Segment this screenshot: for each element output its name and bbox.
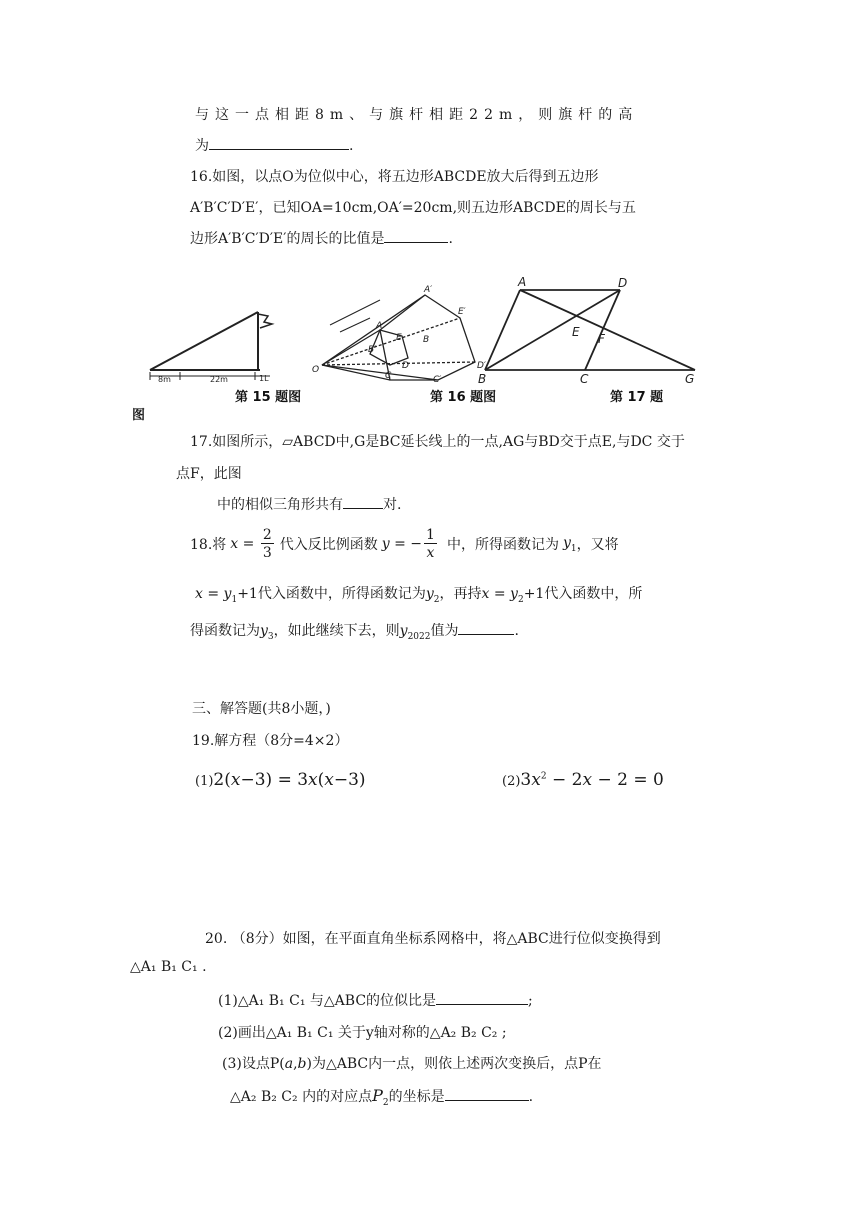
q18-line2-b: ，再持 [439, 586, 482, 602]
q20-p4-answer-blank[interactable] [445, 1086, 529, 1101]
q20-part1 [218, 990, 533, 1010]
q20-p4-suffix: . [528, 1089, 534, 1105]
q16-suffix: . [448, 231, 453, 247]
q18-mid2: 中，所得函数记为 [446, 537, 559, 553]
q20-p1-answer-blank[interactable] [436, 990, 528, 1005]
q17-line1: 17.如图所示，▱ABCD中,G是BC延长线上的一点,AG与BD交于点E,与DC 交于 [190, 434, 685, 450]
q15-answer-blank[interactable] [209, 135, 349, 150]
fig15-caption: 第 15 题图 [235, 390, 302, 405]
q20-p4-mid: 的坐标是 [388, 1089, 445, 1105]
q20-p1-prefix: (1)△A₁ B₁ C₁ 与△ABC的位似比是 [218, 993, 437, 1009]
q18-line3-c: 值为 [430, 623, 459, 639]
q18-line2-a: +1代入函数中，所得函数记为 [237, 586, 426, 602]
q18-fraction-1-x: $\frac{1}{x}$ [426, 527, 435, 561]
figure-17 [485, 290, 695, 370]
fig17-label-D: D [618, 276, 628, 290]
fig16-label-B: B [423, 335, 430, 345]
q18-end1: ，又将 [576, 537, 619, 553]
q16-prefix: 边形A′B′C′D′E′的周长的比值是 [190, 231, 385, 247]
q15-prefix: 为 [195, 138, 209, 154]
fig16-label-D: D [402, 361, 409, 371]
q19-title: 19.解方程（8分=4×2） [192, 733, 349, 749]
fig17-label-C: C [580, 372, 589, 386]
q16-line2: A′B′C′D′E′，已知OA=10cm,OA′=20cm,则五边形ABCDE的周长与五 [190, 200, 636, 216]
fig16-label-A: A [376, 321, 383, 331]
q20-part3: (3)设点P(a,b)为△ABC内一点，则依上述两次变换后，点P在 [222, 1056, 602, 1072]
q17-line3 [217, 494, 401, 514]
q19-part2: $(2)3x^2 - 2x - 2 = 0$ [502, 770, 664, 790]
q18-line2-c: +1代入函数中，所 [523, 586, 643, 602]
fig17-label-G: G [685, 372, 695, 386]
fig15-label-h: 1L [259, 374, 269, 383]
fig17-label-F: F [598, 332, 605, 346]
q20-line1: 20. （8分）如图，在平面直角坐标系网格中，将△ABC进行位似变换得到 [205, 931, 661, 947]
q16-line3 [190, 228, 453, 248]
fig16-label-E1: E′ [458, 307, 466, 317]
fig16-label-C: C [385, 371, 392, 381]
fig15-label-8m: 8m [158, 375, 171, 384]
q20-part2: (2)画出△A₁ B₁ C₁ 关于y轴对称的△A₂ B₂ C₂ ; [218, 1025, 507, 1041]
q18-fraction-2-3: $\frac{2}{3}$ [262, 527, 272, 561]
section3-title: 三、解答题(共8小题，) [192, 701, 331, 717]
q19-part1: (1)2(x−3) = 3x(x−3) [195, 770, 366, 790]
q18-mid1: 代入反比例函数 [279, 537, 378, 553]
q16-answer-blank[interactable] [384, 228, 448, 243]
q19-p1-label: (1) [195, 774, 214, 789]
q20-p3-mid: )为△ABC内一点，则依上述两次变换后，点P在 [306, 1056, 602, 1072]
q15-line1: 与这一点相距8m、与旗杆相距22m，则旗杆的高 [195, 107, 639, 123]
q20-p1-suffix: ; [528, 993, 533, 1009]
q17-answer-blank[interactable] [343, 494, 383, 509]
fig17-label-B: B [478, 372, 487, 386]
fig17-caption: 第 17 题 [610, 390, 664, 405]
fig16-label-C1: C′ [433, 375, 442, 385]
q18-end: . [514, 623, 519, 639]
fig16-label-O: O [312, 365, 320, 375]
q18-line2: $x = y_1+1$代入函数中，所得函数记为$y_2$，再持$x = y_2+1$代入函数中，所 [195, 586, 643, 605]
q17-prefix: 中的相似三角形共有 [217, 497, 343, 513]
q17-line2: 点F，此图 [176, 466, 242, 482]
fig16-label-B1: B′ [368, 345, 377, 355]
fig16-label-D1: D′ [477, 361, 486, 371]
q18-line3: 得函数记为$y_3$，如此继续下去，则$y_{2022}$值为 . [190, 620, 519, 642]
fig16-label-E: E [396, 333, 402, 343]
q20-p3-prefix: (3)设点P( [222, 1056, 285, 1072]
fig16-label-A1: A′ [424, 285, 433, 295]
figures-row [140, 270, 710, 420]
fig17-label-E: E [572, 325, 580, 339]
q18-line3-b: ，如此继续下去，则 [273, 623, 400, 639]
q18-line3-a: 得函数记为 [190, 623, 260, 639]
q18-prefix: 18.将 [190, 537, 227, 553]
fig16-caption: 第 16 题图 [430, 390, 497, 405]
fig17-label-A: A [518, 275, 527, 289]
q15-suffix: . [349, 138, 354, 154]
q19-p2-label: (2) [502, 774, 521, 789]
q20-p4-prefix: △A₂ B₂ C₂ 内的对应点 [230, 1089, 373, 1105]
q20-part3-cont: △A₂ B₂ C₂ 内的对应点$P_2$的坐标是 . [230, 1086, 534, 1109]
fig17-caption-wrap: 图 [132, 408, 146, 423]
figure-15 [150, 312, 272, 384]
q18-answer-blank[interactable] [458, 620, 514, 635]
q18-line1: 18.将 x = $\frac{2}{3}$ 代入反比例函数 y = − $\frac{1}{x}$ 中，所得函数记为 $y_1$ ，又将 [190, 527, 619, 561]
q17-suffix: 对. [383, 497, 402, 513]
fig15-label-22m: 22m [210, 375, 228, 384]
q16-line1: 16.如图，以点O为位似中心，将五边形ABCDE放大后得到五边形 [190, 169, 599, 185]
q15-line2 [195, 135, 353, 155]
q20-line2: △A₁ B₁ C₁ . [130, 959, 207, 975]
